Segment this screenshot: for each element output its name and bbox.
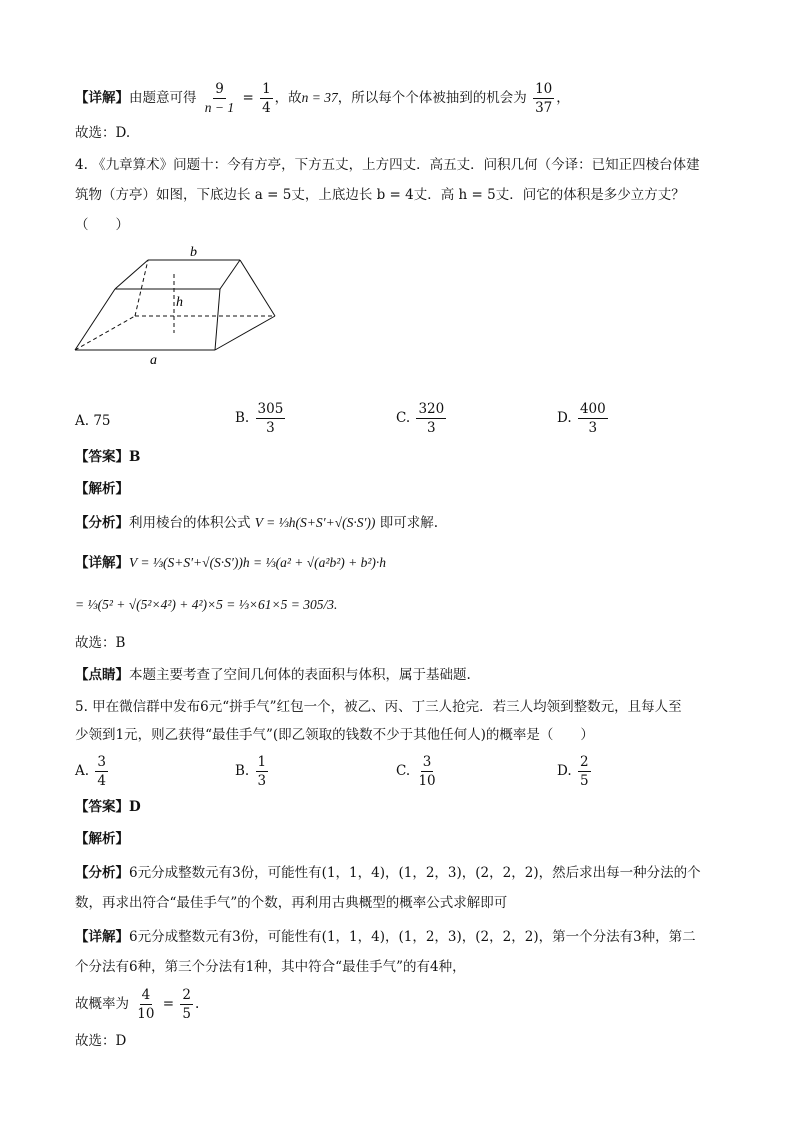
q4-line-1: 4. 《九章算术》问题十：今有方亭，下方五丈，上方四丈．高五丈．问积几何（今译：已知正四棱台体建: [75, 157, 700, 173]
fraction-1-over-4: $\frac{1}{4}$: [262, 81, 271, 116]
label-b: b: [190, 245, 197, 260]
q4-option-a: A. 75: [75, 413, 111, 429]
q5-probability: 故概率为 $\frac{4}{10}$ = $\frac{2}{5}$ .: [75, 987, 200, 1022]
fraction-10-over-37: $\frac{10}{37}$: [535, 81, 553, 116]
q5-xiangjie-1: 【详解】6元分成整数元有3份，可能性有(1，1，4)，(1，2，3)，(2，2，2)，第一个分法有3种，第二: [75, 929, 696, 945]
q5-answer: 【答案】D: [75, 799, 141, 815]
q4-line-2: 筑物（方亭）如图，下底边长 a = 5丈，上底边长 b = 4丈．高 h = 5丈．问它的体积是多少立方丈？: [75, 187, 685, 203]
q5-analysis: 【解析】: [75, 831, 129, 847]
q4-xiangjie-1: 【详解】V = ⅓(S+S′+√(S·S′))h = ⅓(a² + √(a²b²) + b²)·h: [75, 555, 387, 571]
q4-xiangjie-2: = ⅓(5² + √(5²×4²) + 4²)×5 = ⅓×61×5 = 305/3.: [75, 597, 338, 612]
q5-option-a: A. $\frac{3}{4}$: [75, 754, 106, 789]
q4-select: 故选：B: [75, 635, 126, 651]
volume-formula: V = ⅓h(S+S′+√(S·S′)): [254, 515, 376, 530]
q5-select: 故选：D: [75, 1033, 127, 1049]
q5-xiangjie-2: 个分法有6种，第三个分法有1种，其中符合“最佳手气”的有4种，: [75, 959, 466, 975]
q5-option-b: B. $\frac{1}{3}$: [235, 754, 267, 789]
select-1: 故选：D.: [75, 125, 131, 141]
fraction-9-over-n-1: $\frac{9}{n - 1}$: [204, 81, 235, 115]
q4-dianjing: 【点睛】本题主要考查了空间几何体的表面积与体积，属于基础题.: [75, 667, 471, 683]
q4-answer: 【答案】B: [75, 449, 141, 465]
detail-line-1: 【详解】由题意可得 $\frac{9}{n - 1}$ = $\frac{1}{4}$ ，故n = 37，所以每个个体被抽到的机会为 $\frac{10}{37}$ ，: [75, 81, 570, 116]
q5-fenxi-2: 数，再求出符合“最佳手气”的个数，再利用古典概型的概率公式求解即可: [75, 895, 508, 911]
q5-line-2: 少领到1元，则乙获得“最佳手气”(即乙领取的钱数不少于其他任何人)的概率是（ ）: [75, 727, 594, 743]
q5-line-1: 5. 甲在微信群中发布6元“拼手气”红包一个，被乙、丙、丁三人抢完．若三人均领到整数元，且每人至: [75, 699, 682, 715]
q4-analysis: 【解析】: [75, 481, 129, 497]
q5-option-c: C. $\frac{3}{10}$: [396, 754, 436, 789]
q4-fenxi: 【分析】利用棱台的体积公式 V = ⅓h(S+S′+√(S·S′)) 即可求解.: [75, 515, 439, 531]
detail-text-1: 由题意可得: [129, 90, 197, 106]
q4-option-c: C. $\frac{320}{3}$: [396, 401, 445, 436]
q5-option-d: D. $\frac{2}{5}$: [557, 754, 589, 789]
q4-paren: （ ）: [75, 217, 129, 233]
detail-tag: 【详解】: [75, 90, 129, 106]
q5-fenxi-1: 【分析】6元分成整数元有3份，可能性有(1，1，4)，(1，2，3)，(2，2，2)，然后求出每一种分法的个: [75, 865, 701, 881]
label-h: h: [176, 295, 183, 310]
q4-option-d: D. $\frac{400}{3}$: [557, 401, 606, 436]
frustum-figure: [70, 240, 290, 370]
label-a: a: [150, 353, 157, 368]
q4-option-b: B. $\frac{305}{3}$: [235, 401, 284, 436]
